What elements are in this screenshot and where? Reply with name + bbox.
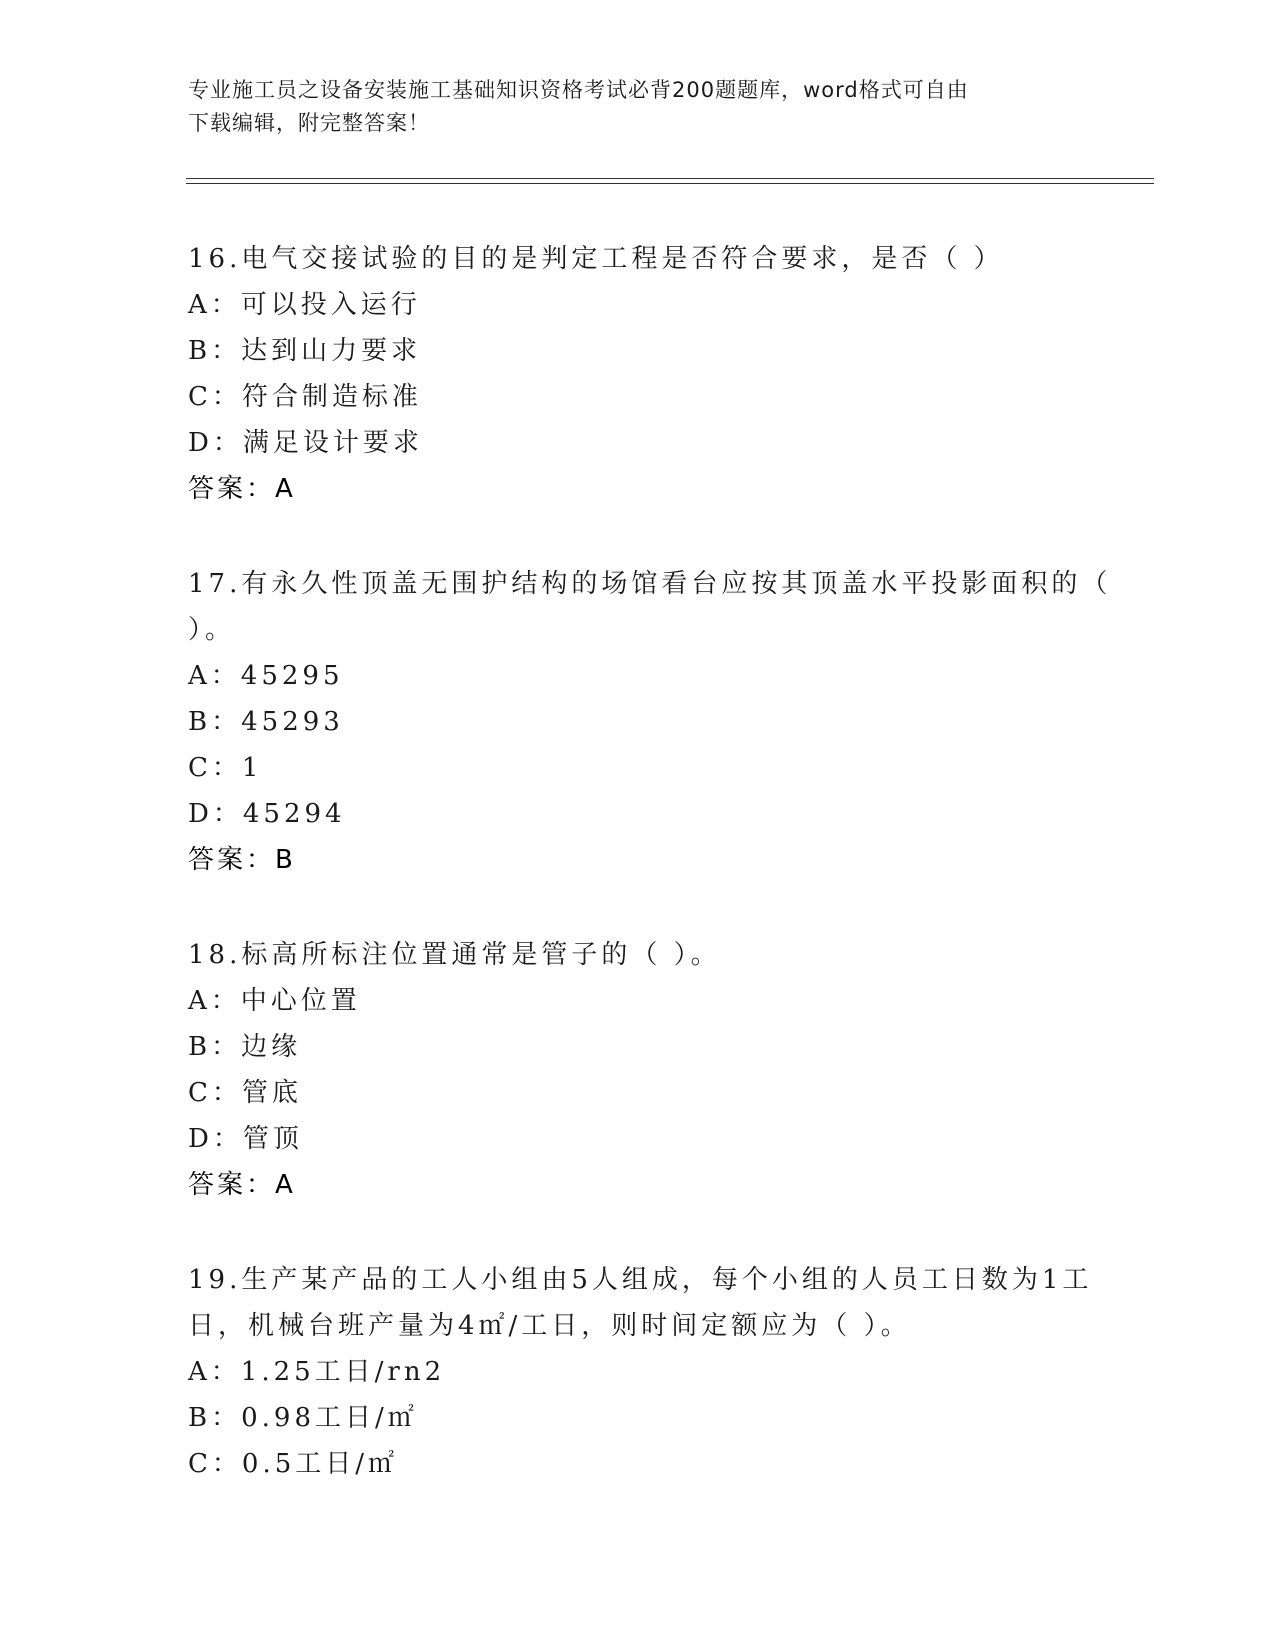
option-text: 45294 [242, 799, 346, 829]
option-text: 0.98工日/㎡ [241, 1403, 418, 1433]
option-text: 达到山力要求 [241, 336, 422, 366]
header-title-line-1: 专业施工员之设备安装施工基础知识资格考试必背200题题库，word格式可自由 [188, 78, 969, 102]
option-text: 中心位置 [240, 986, 361, 1016]
option-d [188, 420, 1088, 466]
document-header [188, 74, 1088, 140]
option-text: 可以投入运行 [240, 290, 421, 320]
option-text: 符合制造标准 [241, 382, 422, 412]
question-17 [188, 561, 1112, 883]
option-key: C： [188, 1078, 242, 1108]
answer-line [188, 837, 1088, 883]
option-key: A： [188, 986, 241, 1016]
question-stem-line-2: ）。 [188, 615, 236, 645]
option-a [188, 1349, 1088, 1395]
answer-value: A [275, 474, 296, 504]
option-d [188, 1116, 1088, 1162]
answer-label: 答案： [188, 474, 276, 504]
header-title-line-2: 下载编辑，附完整答案！ [188, 111, 430, 135]
question-stem-line-1: 19.生产某产品的工人小组由5人组成，每个小组的人员工日数为1工 [188, 1265, 1093, 1295]
option-c [188, 1070, 1088, 1116]
question-18 [188, 932, 1088, 1208]
option-key: A： [188, 290, 241, 320]
option-key: A： [188, 661, 241, 691]
option-text: 45295 [240, 661, 344, 691]
option-key: B： [188, 336, 242, 366]
question-stem-line-2: 日，机械台班产量为4㎡/工日，则时间定额应为（ ）。 [188, 1311, 911, 1341]
answer-label: 答案： [188, 845, 276, 875]
answer-value: A [275, 1170, 296, 1200]
option-text: 管底 [241, 1078, 302, 1108]
option-key: D： [188, 1124, 243, 1154]
option-b [188, 699, 1088, 745]
option-key: C： [188, 753, 242, 783]
option-b [188, 1024, 1088, 1070]
question-stem: 16.电气交接试验的目的是判定工程是否符合要求，是否（ ） [188, 244, 1004, 274]
option-text: 边缘 [241, 1032, 302, 1062]
option-key: D： [188, 799, 243, 829]
option-b [188, 328, 1088, 374]
question-16 [188, 236, 1088, 512]
option-key: B： [188, 707, 242, 737]
option-d [188, 791, 1088, 837]
question-stem-line-1: 17.有永久性顶盖无围护结构的场馆看台应按其顶盖水平投影面积的（ [188, 569, 1112, 599]
header-divider-top [186, 178, 1154, 179]
option-text: 满足设计要求 [242, 428, 423, 458]
question-list [188, 236, 1112, 1536]
option-text: 1 [241, 753, 263, 783]
option-text: 1.25工日/rn2 [240, 1357, 446, 1387]
option-key: D： [188, 428, 243, 458]
option-c [188, 1441, 1088, 1487]
option-key: A： [188, 1357, 241, 1387]
option-key: C： [188, 1449, 242, 1479]
option-text: 管顶 [242, 1124, 303, 1154]
option-key: B： [188, 1403, 242, 1433]
answer-label: 答案： [188, 1170, 276, 1200]
option-b [188, 1395, 1088, 1441]
option-c [188, 374, 1088, 420]
option-text: 45293 [241, 707, 344, 737]
option-c [188, 745, 1088, 791]
answer-line [188, 466, 1088, 512]
option-a [188, 282, 1088, 328]
answer-value: B [275, 845, 296, 875]
question-stem: 18.标高所标注位置通常是管子的（ ）。 [188, 940, 721, 970]
option-a [188, 653, 1088, 699]
answer-line [188, 1162, 1088, 1208]
option-key: C： [188, 382, 242, 412]
question-19 [188, 1257, 1093, 1487]
option-text: 0.5工日/㎡ [241, 1449, 399, 1479]
header-divider-bottom [186, 183, 1154, 184]
option-key: B： [188, 1032, 242, 1062]
option-a [188, 978, 1088, 1024]
